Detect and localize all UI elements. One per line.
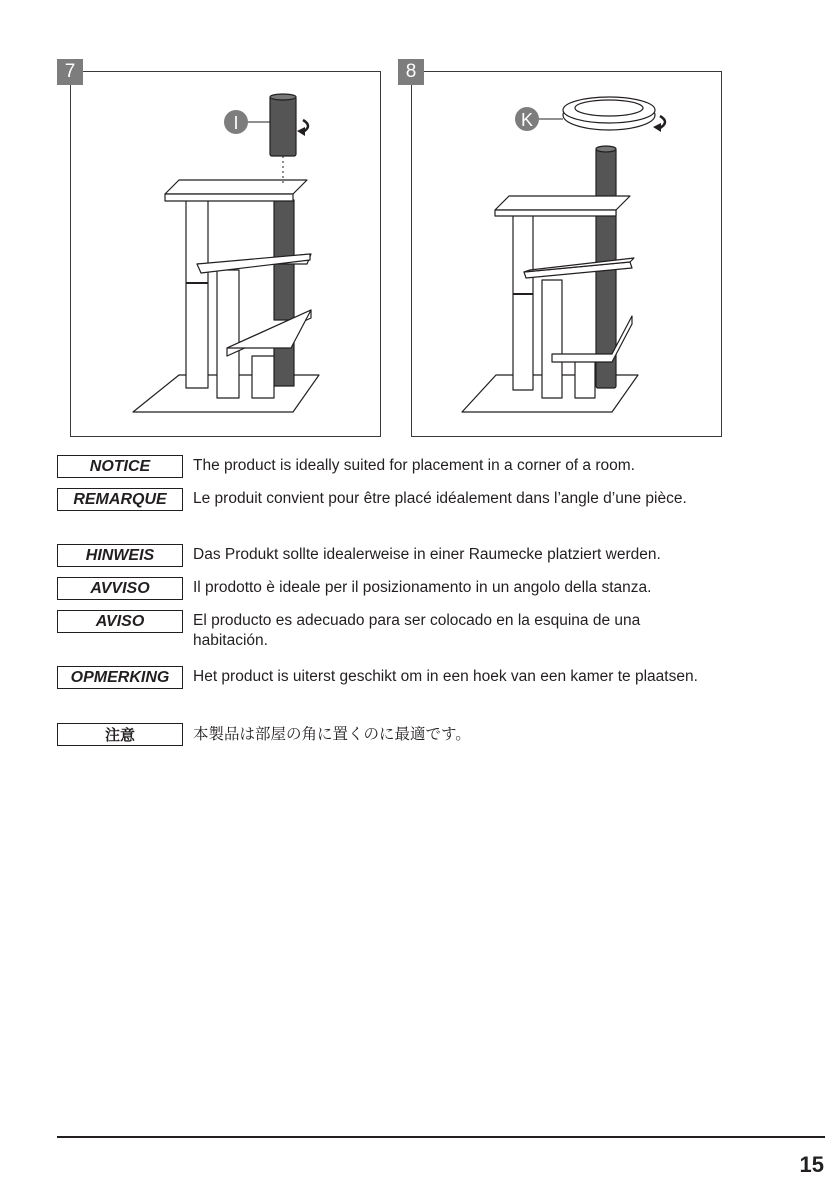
cat-tree-step-7-drawing	[71, 72, 380, 436]
page-number: 15	[799, 1152, 824, 1177]
notice-text: Le produit convient pour être placé idéalement dans l’angle d’une pièce.	[193, 490, 687, 507]
notice-label: REMARQUE	[57, 488, 183, 511]
notice-text: The product is ideally suited for placement in a corner of a room.	[193, 457, 635, 474]
notice-label: OPMERKING	[57, 666, 183, 689]
notice-text: 本製品は部屋の角に置くのに最適です。	[193, 725, 471, 743]
step-number-badge: 7	[57, 59, 83, 85]
notice-label: AVVISO	[57, 577, 183, 600]
step-8-illustration	[405, 61, 722, 437]
notice-text: Het product is uiterst geschikt om in een hoek van een kamer te plaatsen.	[193, 668, 698, 685]
notice-label: 注意	[57, 723, 183, 746]
cat-tree-step-8-drawing	[412, 72, 721, 436]
notice-text: Das Produkt sollte idealerweise in einer Raumecke platziert werden.	[193, 546, 661, 563]
notice-label: NOTICE	[57, 455, 183, 478]
notice-text: Il prodotto è ideale per il posizionamento in un angolo della stanza.	[193, 579, 652, 596]
footer-divider	[57, 1136, 825, 1138]
notice-label: AVISO	[57, 610, 183, 633]
notice-label: HINWEIS	[57, 544, 183, 567]
notice-text: El producto es adecuado para ser colocado en la esquina de una habitación.	[193, 612, 641, 649]
part-label-i: I	[233, 113, 239, 133]
part-label-k: K	[520, 110, 534, 130]
step-number-badge: 8	[398, 59, 424, 85]
step-7-illustration	[64, 61, 381, 437]
